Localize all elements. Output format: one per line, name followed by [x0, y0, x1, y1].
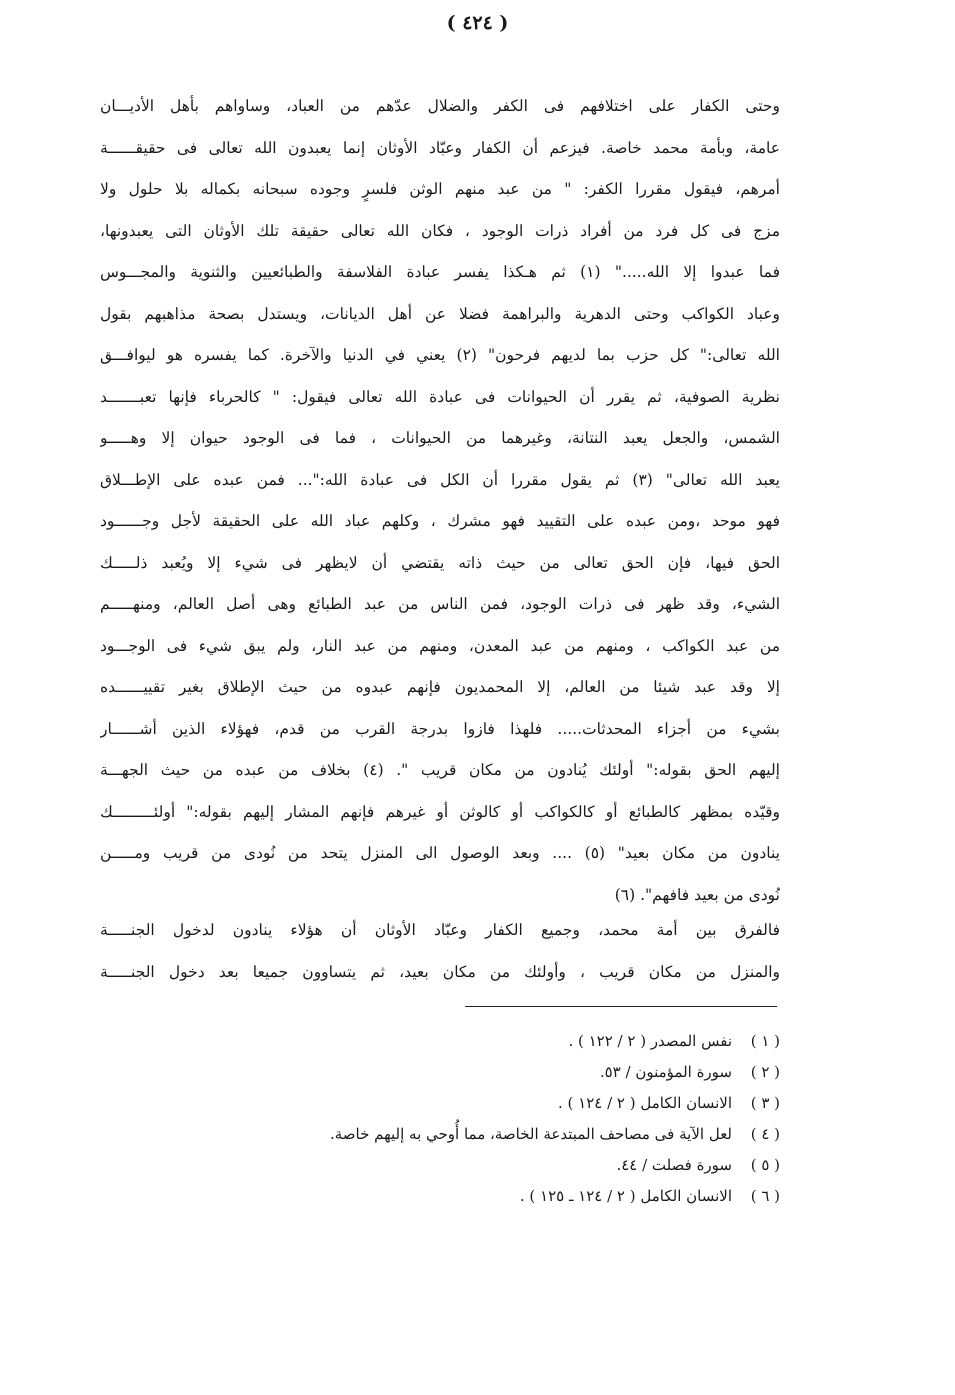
text-line: نظرية الصوفية، ثم يقرر أن الحيوانات فى عبادة الله تعالى فيقول: " كالحرباء فإنها تعبـــــــد — [100, 387, 780, 406]
footnotes — [220, 1026, 780, 1212]
text-line: مزج فى كل فرد من أفراد ذرات الوجود ، فكان الله تعالى حقيقة تلك الأوثان التى يعبدونها، — [100, 221, 780, 240]
text-line: ينادون من مكان بعيد" (٥) .... وبعد الوصول الى المنزل يتحد من نُودى من قريب ومـــــن — [100, 844, 780, 862]
text-line: الشمس، والجعل يعبد النتانة، وغيرهما من الحيوانات ، فما فى الوجود حيوان إلا وهـــــو — [100, 429, 780, 447]
text-line: إلا وقد عبد شيئا من العالم، إلا المحمديون فإنهم عبدوه من حيث الإطلاق بغير تقييــــــده — [100, 678, 780, 696]
footnote — [220, 1119, 780, 1150]
text-line: عامة، وبأمة محمد خاصة. فيزعم أن الكفار وعبّاد الأوثان إنما يعبدون الله تعالى فى حقيقــــــة — [100, 138, 780, 157]
footnote-text: سورة المؤمنون / ٥٣. — [599, 1063, 732, 1081]
footnote-number: ( ٥ ) — [750, 1156, 780, 1174]
footnote-text: الانسان الكامل ( ٢ / ١٢٤ ) . — [558, 1094, 732, 1112]
text-line: فما عبدوا إلا الله....." (١) ثم هـكذا يفسر عبادة الفلاسفة والطبائعيين والثنوية والمجـــوس — [100, 263, 780, 281]
text-line: الحق فيها، فإن الحق تعالى من حيث ذاته يقتضي أن لايظهر فى شيء إلا ويُعبد ذلـــــك — [100, 553, 780, 572]
footnote — [220, 1150, 780, 1181]
footnote-number: ( ١ ) — [750, 1032, 780, 1050]
text-line: فهو موحد ،ومن عبده على التقييد فهو مشرك ، وكلهم عباد الله على الحقيقة لأجل وجــــــود — [100, 512, 780, 530]
footnote-text: الانسان الكامل ( ٢ / ١٢٤ ـ ١٢٥ ) . — [519, 1187, 732, 1205]
text-line: من عبد الكواكب ، ومنهم من عبد المعدن، ومنهم من عبد النار، ولم يبق شيء فى الوجـــود — [100, 636, 780, 655]
footnote-number: ( ٤ ) — [750, 1125, 780, 1143]
text-line: يعبد الله تعالى" (٣) ثم يقول مقررا أن الكل فى عبادة الله:"... فمن عبده على الإطـــلاق — [100, 470, 780, 489]
paragraph-1 — [100, 86, 780, 916]
footnote-number: ( ٦ ) — [750, 1187, 780, 1205]
footnote — [220, 1026, 780, 1057]
footnote-text: لعل الآية فى مصاحف المبتدعة الخاصة، مما أُوحي به إليهم خاصة. — [329, 1125, 732, 1143]
page-number: ( ٤٢٤ ) — [446, 12, 509, 34]
text-line: وقيّده بمظهر كالطبائع أو كالكواكب أو كالوثن أو غيرهم فإنهم المشار إليهم بقوله:" أولئـــــــــك — [100, 802, 780, 821]
footnote-text: سورة فصلت / ٤٤. — [616, 1156, 732, 1174]
text-line: نُودى من بعيد فافهم". (٦) — [614, 885, 780, 904]
text-line: بشيء من أجزاء المحدثات..... فلهذا فازوا بدرجة القرب من قدم، فهؤلاء الذين أشــــــار — [100, 719, 780, 738]
footnote-separator — [465, 1006, 777, 1007]
paragraph-2 — [100, 910, 780, 993]
text-line: والمنزل من مكان قريب ، وأولئك من مكان بعيد، ثم يتساوون جميعا بعد دخول الجنـــــة — [100, 962, 780, 981]
text-line: إليهم الحق بقوله:" أولئك يُنادون من مكان قريب ". (٤) بخلاف من عبده من حيث الجهـــة — [100, 761, 780, 779]
text-line: وحتى الكفار على اختلافهم فى الكفر والضلال عدّهم من العباد، وساواهم بأهل الأديـــان — [100, 97, 780, 115]
footnote-number: ( ٣ ) — [750, 1094, 780, 1112]
text-line: الشيء، وقد ظهر فى ذرات الوجود، فمن الناس من عبد الطبائع وهى أصل العالم، ومنهـــــم — [100, 595, 780, 613]
text-line: فالفرق بين أمة محمد، وجميع الكفار وعبّاد الأوثان أن هؤلاء ينادون لدخول الجنـــــة — [100, 921, 780, 939]
text-line: الله تعالى:" كل حزب بما لديهم فرحون" (٢) يعني في الدنيا والآخرة. كما يفسره هو ليوافـــق — [100, 346, 780, 364]
footnote — [220, 1057, 780, 1088]
text-line: أمرهم، فيقول مقررا الكفر: " من عبد منهم الوثن فلسرٍ وجوده سبحانه بكماله بلا حلول ولا — [100, 180, 780, 198]
footnote — [220, 1181, 780, 1212]
footnote-number: ( ٢ ) — [750, 1063, 780, 1081]
text-line: وعباد الكواكب وحتى الدهرية والبراهمة فضلا عن أهل الديانات، ويستدل بصحة مذاهبهم بقول — [100, 304, 780, 323]
footnote-text: نفس المصدر ( ٢ / ١٢٢ ) . — [568, 1032, 732, 1050]
footnote — [220, 1088, 780, 1119]
